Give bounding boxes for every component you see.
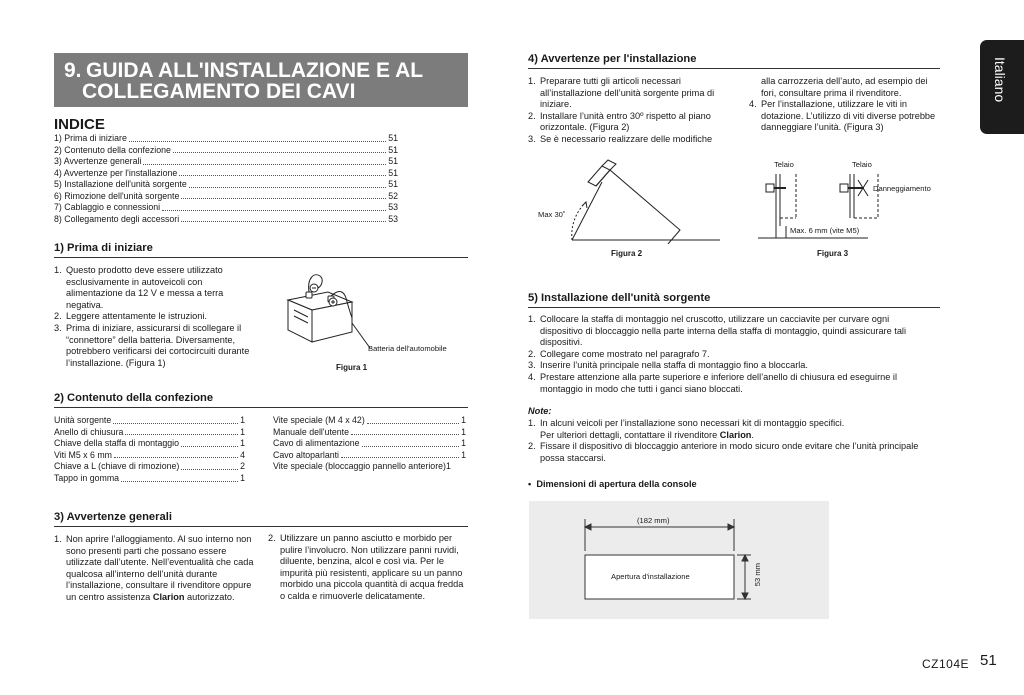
sec4-list-right [749, 76, 944, 134]
figure-1-caption: Figura 1 [336, 363, 368, 372]
width-dimension-label: (182 mm) [637, 516, 670, 525]
list-item: 2. Leggere attentamente le istruzioni. [54, 311, 207, 322]
list-item: 3. Se è necessario realizzare delle modifiche [528, 133, 713, 144]
chapter-number: 9. [64, 59, 82, 82]
language-tab: Italiano [980, 40, 1024, 134]
parts-item: Cavo altoparlanti 1 [273, 449, 466, 460]
section-heading-avvertenze-generali: 3) Avvertenze generali [54, 510, 468, 527]
sec5-list [528, 314, 928, 395]
parts-item: Viti M5 x 6 mm 4 [54, 449, 245, 460]
list-item: 2. Installare l’unità entro 30º rispetto al piano orizzontale. (Figura 2) [528, 110, 711, 133]
list-item: 4. Per l’installazione, utilizzare le viti in dotazione. L’utilizzo di viti diverse potrebbe danneggiare l’unità. (Figura 3) [749, 99, 936, 133]
figure-3-caption: Figura 3 [817, 249, 849, 258]
note-heading: Note: [528, 406, 552, 416]
parts-item: Anello di chiusura 1 [54, 426, 245, 437]
toc-item[interactable]: 1) Prima di iniziare 51 [54, 133, 398, 143]
page-number: 51 [980, 652, 997, 669]
chapter-title-line1: GUIDA ALL'INSTALLAZIONE E AL [86, 59, 424, 82]
opening-label: Apertura d'installazione [611, 572, 690, 581]
damage-label: Danneggiamento [873, 184, 931, 193]
toc-item[interactable]: 6) Rimozione dell'unità sorgente 52 [54, 190, 398, 201]
list-item: 2. Collegare come mostrato nel paragrafo 7. [528, 348, 710, 359]
parts-item: Vite speciale (bloccaggio pannello anteriore) 1 [273, 461, 451, 472]
parts-item: Vite speciale (M 4 x 42) 1 [273, 415, 466, 425]
toc-item[interactable]: 5) Installazione dell'unità sorgente 51 [54, 179, 398, 189]
note-item: 1. In alcuni veicoli per l’installazione sono necessari kit di montaggio specifici. Per ulteriori dettagli, contattare il rivenditore Clarion. [528, 418, 845, 440]
toc-item[interactable]: 4) Avvertenze per l'installazione 51 [54, 167, 398, 178]
parts-list-left [54, 415, 245, 485]
section-heading-avvertenze-installazione: 4) Avvertenze per l'installazione [528, 52, 940, 69]
battery-label: Batteria dell'automobile [368, 344, 447, 353]
sec4-list-left [528, 76, 732, 146]
toc-item[interactable]: 3) Avvertenze generali 51 [54, 156, 398, 166]
max-angle-label: Max 30˚ [538, 210, 566, 219]
list-item: 1. Collocare la staffa di montaggio nel cruscotto, utilizzare un cacciavite per curvare ogni dispositivo di bloccaggio nella parte interna della staffa di montaggio, quindi assicurare tali dispositivi. [528, 314, 907, 348]
dimension-lines [529, 501, 829, 619]
parts-item: Chiave a L (chiave di rimozione) 2 [54, 461, 245, 472]
list-item-continued: alla carrozzeria dell’auto, ad esempio dei fori, consultare prima il rivenditore. [761, 76, 928, 98]
sec3-list-left [54, 534, 254, 604]
frame-label-2: Telaio [852, 160, 872, 169]
section-heading-installazione-unita: 5) Installazione dell'unità sorgente [528, 291, 940, 308]
list-item: 3. Prima di iniziare, assicurarsi di scollegare il “connettore” della batteria. Diversamente, potrebbero verificarsi dei cortocircuiti durante l’installazione. (Figura 1) [54, 322, 250, 368]
note-item: 2. Fissare il dispositivo di bloccaggio anteriore in modo sicuro onde evitare che l’unità principale possa staccarsi. [528, 441, 919, 463]
list-item: 2. Utilizzare un panno asciutto e morbido per pulire l’involucro. Non utilizzare panni ruvidi, diluente, benzina, alcol e così via. Per le impurità più resistenti, applicare su un panno morbido una piccola quantità di acqua fredda o calda e rimuoverle delicatamente. [268, 533, 464, 601]
list-item: 1. Non aprire l’alloggiamento. Al suo interno non sono presenti parti che possano essere utilizzate dall’utente. Nell’eventualità che cada qualcosa all’interno dell’unità durante l’installazione, consultare il rivenditore oppure un centro assistenza Clarion autorizzato. [54, 534, 254, 602]
list-item: 1. Preparare tutti gli articoli necessari all’installazione dell’unità sorgente prima di iniziare. [528, 76, 715, 110]
figure-2-angle-illustration [530, 152, 730, 244]
car-battery-illustration [282, 268, 372, 352]
parts-item: Chiave della staffa di montaggio 1 [54, 438, 245, 449]
toc-item[interactable]: 2) Contenuto della confezione 51 [54, 144, 398, 155]
section-heading-contenuto: 2) Contenuto della confezione [54, 391, 468, 408]
chapter-title-banner [54, 53, 468, 107]
figure-2-caption: Figura 2 [611, 249, 643, 258]
chapter-title-line2: COLLEGAMENTO DEI CAVI [82, 80, 356, 103]
sec3-list-right [268, 533, 464, 603]
table-of-contents [54, 133, 398, 225]
frame-label-1: Telaio [774, 160, 794, 169]
section-heading-prima-di-iniziare: 1) Prima di iniziare [54, 241, 468, 258]
list-item: 3. Inserire l’unità principale nella staffa di montaggio fino a bloccarla. [528, 360, 808, 371]
parts-list-right [273, 415, 466, 473]
toc-item[interactable]: 7) Cablaggio e connessioni 53 [54, 202, 398, 212]
toc-item[interactable]: 8) Collegamento degli accessori 53 [54, 213, 398, 224]
parts-item: Cavo di alimentazione 1 [273, 438, 466, 449]
height-dimension-label: 53 mm [753, 563, 762, 587]
toc-heading: INDICE [54, 116, 105, 133]
notes-list [528, 418, 938, 464]
sec1-list [54, 265, 260, 369]
model-number: CZ104E [922, 657, 970, 671]
list-item: 4. Prestare attenzione alla parte superiore e inferiore dell’anello di chiusura ed eseguirne il montaggio in modo che tutti i ganci siano bloccati. [528, 371, 897, 394]
console-opening-figure [529, 501, 829, 619]
parts-item: Unità sorgente 1 [54, 415, 245, 425]
screw-length-label: Max. 6 mm (vite M5) [790, 226, 860, 235]
dimensions-heading: • Dimensioni di apertura della console [528, 479, 697, 489]
parts-item: Tappo in gomma 1 [54, 472, 245, 483]
list-item: 1. Questo prodotto deve essere utilizzato esclusivamente in autoveicoli con alimentazione da 12 V e messa a terra negativa. [54, 265, 224, 310]
parts-item: Manuale dell'utente 1 [273, 426, 466, 437]
